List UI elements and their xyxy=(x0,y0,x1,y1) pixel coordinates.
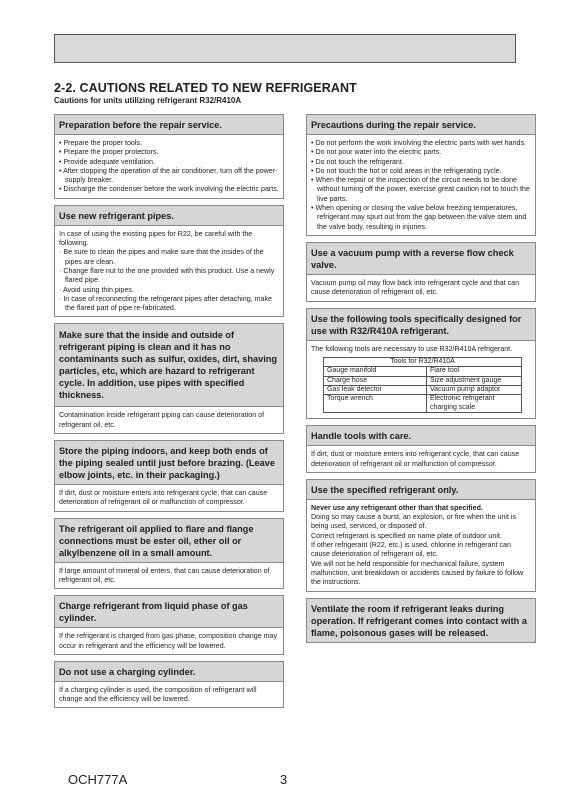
header-bar xyxy=(54,34,516,63)
box-heading: Handle tools with care. xyxy=(307,426,535,446)
list-item: · Be sure to clean the pipes and make sure that the insides of the pipes are clean. xyxy=(59,248,264,266)
box-text: Vacuum pump oil may flow back into refrigerant cycle and that can cause deterioration of refrigerant oil, etc. xyxy=(311,278,520,297)
list-item: • Prepare the proper protectors. xyxy=(59,148,159,157)
box-heading: Ventilate the room if refrigerant leaks during operation. If refrigerant comes into contact with a flame, poisonous gases will be released. xyxy=(307,599,535,642)
caution-box-handle-tools xyxy=(306,425,536,473)
box-text: If dirt, dust or moisture enters into refrigerant cycle, that can cause deterioration of refrigerant oil or malfunction of compressor. xyxy=(59,489,268,507)
caution-box-refrigerant-oil xyxy=(54,518,284,590)
table-row xyxy=(324,367,522,376)
caution-box-preparation xyxy=(54,114,284,199)
list-item: • Do not perform the work involving the electric parts with wet hands. xyxy=(311,139,526,147)
list-item: • Prepare the proper tools. xyxy=(59,139,142,147)
list-item: • Do not touch the refrigerant. xyxy=(311,157,404,166)
caution-box-repair-precautions xyxy=(306,114,536,236)
table-cell: Charge hose xyxy=(324,376,427,385)
caution-box-new-pipes xyxy=(54,205,284,318)
list-item: · In case of reconnecting the refrigerant pipes after detaching, make the flared part of pipe re-fabricated. xyxy=(59,294,272,313)
list-item: • Provide adequate ventilation. xyxy=(59,157,155,166)
box-text: Contamination inside refrigerant piping can cause deterioration of refrigerant oil, etc. xyxy=(59,411,265,429)
list-item: • Discharge the condenser before the work involving the electric parts. xyxy=(59,185,279,194)
box-text: Correct refrigerant is specified on name plate of outdoor unit. xyxy=(311,531,502,540)
box-heading: Preparation before the repair service. xyxy=(55,115,283,135)
box-lead: Never use any refrigerant other than that specified. xyxy=(311,503,483,512)
caution-box-liquid-phase xyxy=(54,595,284,655)
box-heading: Use new refrigerant pipes. xyxy=(55,206,283,226)
table-row xyxy=(324,376,522,385)
caution-box-ventilate xyxy=(306,598,536,643)
box-text: The following tools are necessary to use R32/R410A refrigerant. xyxy=(311,344,513,353)
table-cell: Torque wrench xyxy=(324,395,427,413)
caution-box-tools xyxy=(306,308,536,420)
caution-box-store-piping xyxy=(54,440,284,512)
box-heading: Do not use a charging cylinder. xyxy=(55,662,283,682)
table-cell: Vacuum pump adaptor xyxy=(427,386,522,395)
section-title: 2-2. CAUTIONS RELATED TO NEW REFRIGERANT xyxy=(54,81,357,95)
box-heading: Precautions during the repair service. xyxy=(307,115,535,135)
list-item: • Do not pour water into the electric parts. xyxy=(311,148,442,157)
box-text: If the refrigerant is charged from gas phase, composition change may occur in refrigerant and the efficiency will be lowered. xyxy=(59,632,278,650)
box-heading: Make sure that the inside and outside of refrigerant piping is clean and it has no contaminants such as sulfur, oxides, dirt, shaving particles, etc, which are hazard to refrigerant cycle. In addition, use pipes with specified thickness. xyxy=(55,324,283,407)
caution-box-charging-cylinder xyxy=(54,661,284,709)
box-text: If other refrigerant (R22, etc.) is used, chlorine in refrigerant can cause deterioration of refrigerant oil, etc. xyxy=(311,541,511,559)
left-column xyxy=(54,114,284,714)
list-item: • When opening or closing the valve below freezing temperatures, refrigerant may spurt out from the gap between the valve stem and the valve body, resulting in injuries. xyxy=(311,204,527,231)
list-item: · Change flare nut to the one provided with this product. Use a newly flared pipe. xyxy=(59,266,275,285)
table-cell: Electronic refrigerant charging scale xyxy=(427,395,522,413)
section-subtitle: Cautions for units utilizing refrigerant R32/R410A xyxy=(54,96,242,105)
table-caption: Tools for R32/R410A xyxy=(324,357,522,366)
list-item: • After stopping the operation of the air conditioner, turn off the power-supply breaker. xyxy=(59,166,278,185)
box-heading: Use the specified refrigerant only. xyxy=(307,480,535,500)
box-heading: The refrigerant oil applied to flare and flange connections must be ester oil, ether oil or alkylbenzene oil in a small amount. xyxy=(55,519,283,563)
page-number: 3 xyxy=(280,772,288,787)
table-cell: Gas leak detector xyxy=(324,386,427,395)
caution-box-vacuum-pump xyxy=(306,242,536,302)
box-text: If large amount of mineral oil enters, that can cause deterioration of refrigerant oil, etc. xyxy=(59,566,270,584)
list-item: · Avoid using thin pipes. xyxy=(59,285,134,294)
box-text: We will not be held responsible for mechanical failure, system malfunction, unit breakdown or accidents caused by failure to follow the instructions. xyxy=(311,559,524,587)
table-cell: Gauge manifold xyxy=(324,367,427,376)
box-text: If a charging cylinder is used, the composition of refrigerant will change and the efficiency will be lowered. xyxy=(59,685,257,704)
box-text: If dirt, dust or moisture enters into refrigerant cycle, that can cause deterioration of refrigerant oil or malfunction of compressor. xyxy=(311,450,520,468)
right-column xyxy=(306,114,536,649)
table-row xyxy=(324,386,522,395)
box-text: Doing so may cause a burst, an explosion, or fire when the unit is being used, serviced, or disposed of. xyxy=(311,513,517,531)
list-item: In case of using the existing pipes for R22, be careful with the following. xyxy=(59,229,253,248)
table-cell: Size adjustment gauge xyxy=(427,376,522,385)
tools-table xyxy=(323,357,522,413)
caution-box-specified-refrigerant xyxy=(306,479,536,592)
box-heading: Use a vacuum pump with a reverse flow check valve. xyxy=(307,243,535,275)
document-code: OCH777A xyxy=(68,772,128,787)
box-heading: Charge refrigerant from liquid phase of gas cylinder. xyxy=(55,596,283,628)
table-cell: Flare tool xyxy=(427,367,522,376)
box-heading: Use the following tools specifically designed for use with R32/R410A refrigerant. xyxy=(307,309,535,341)
list-item: • Do not touch the hot or cold areas in the refrigerating cycle. xyxy=(311,166,502,175)
table-row xyxy=(324,395,522,413)
box-heading: Store the piping indoors, and keep both ends of the piping sealed until just before brazing. (Leave elbow joints, etc. in their packaging.) xyxy=(55,441,283,485)
caution-box-clean-piping xyxy=(54,323,284,434)
list-item: • When the repair or the inspection of the circuit needs to be done without turning off the power, exercise great caution not to touch the live parts. xyxy=(311,176,530,203)
